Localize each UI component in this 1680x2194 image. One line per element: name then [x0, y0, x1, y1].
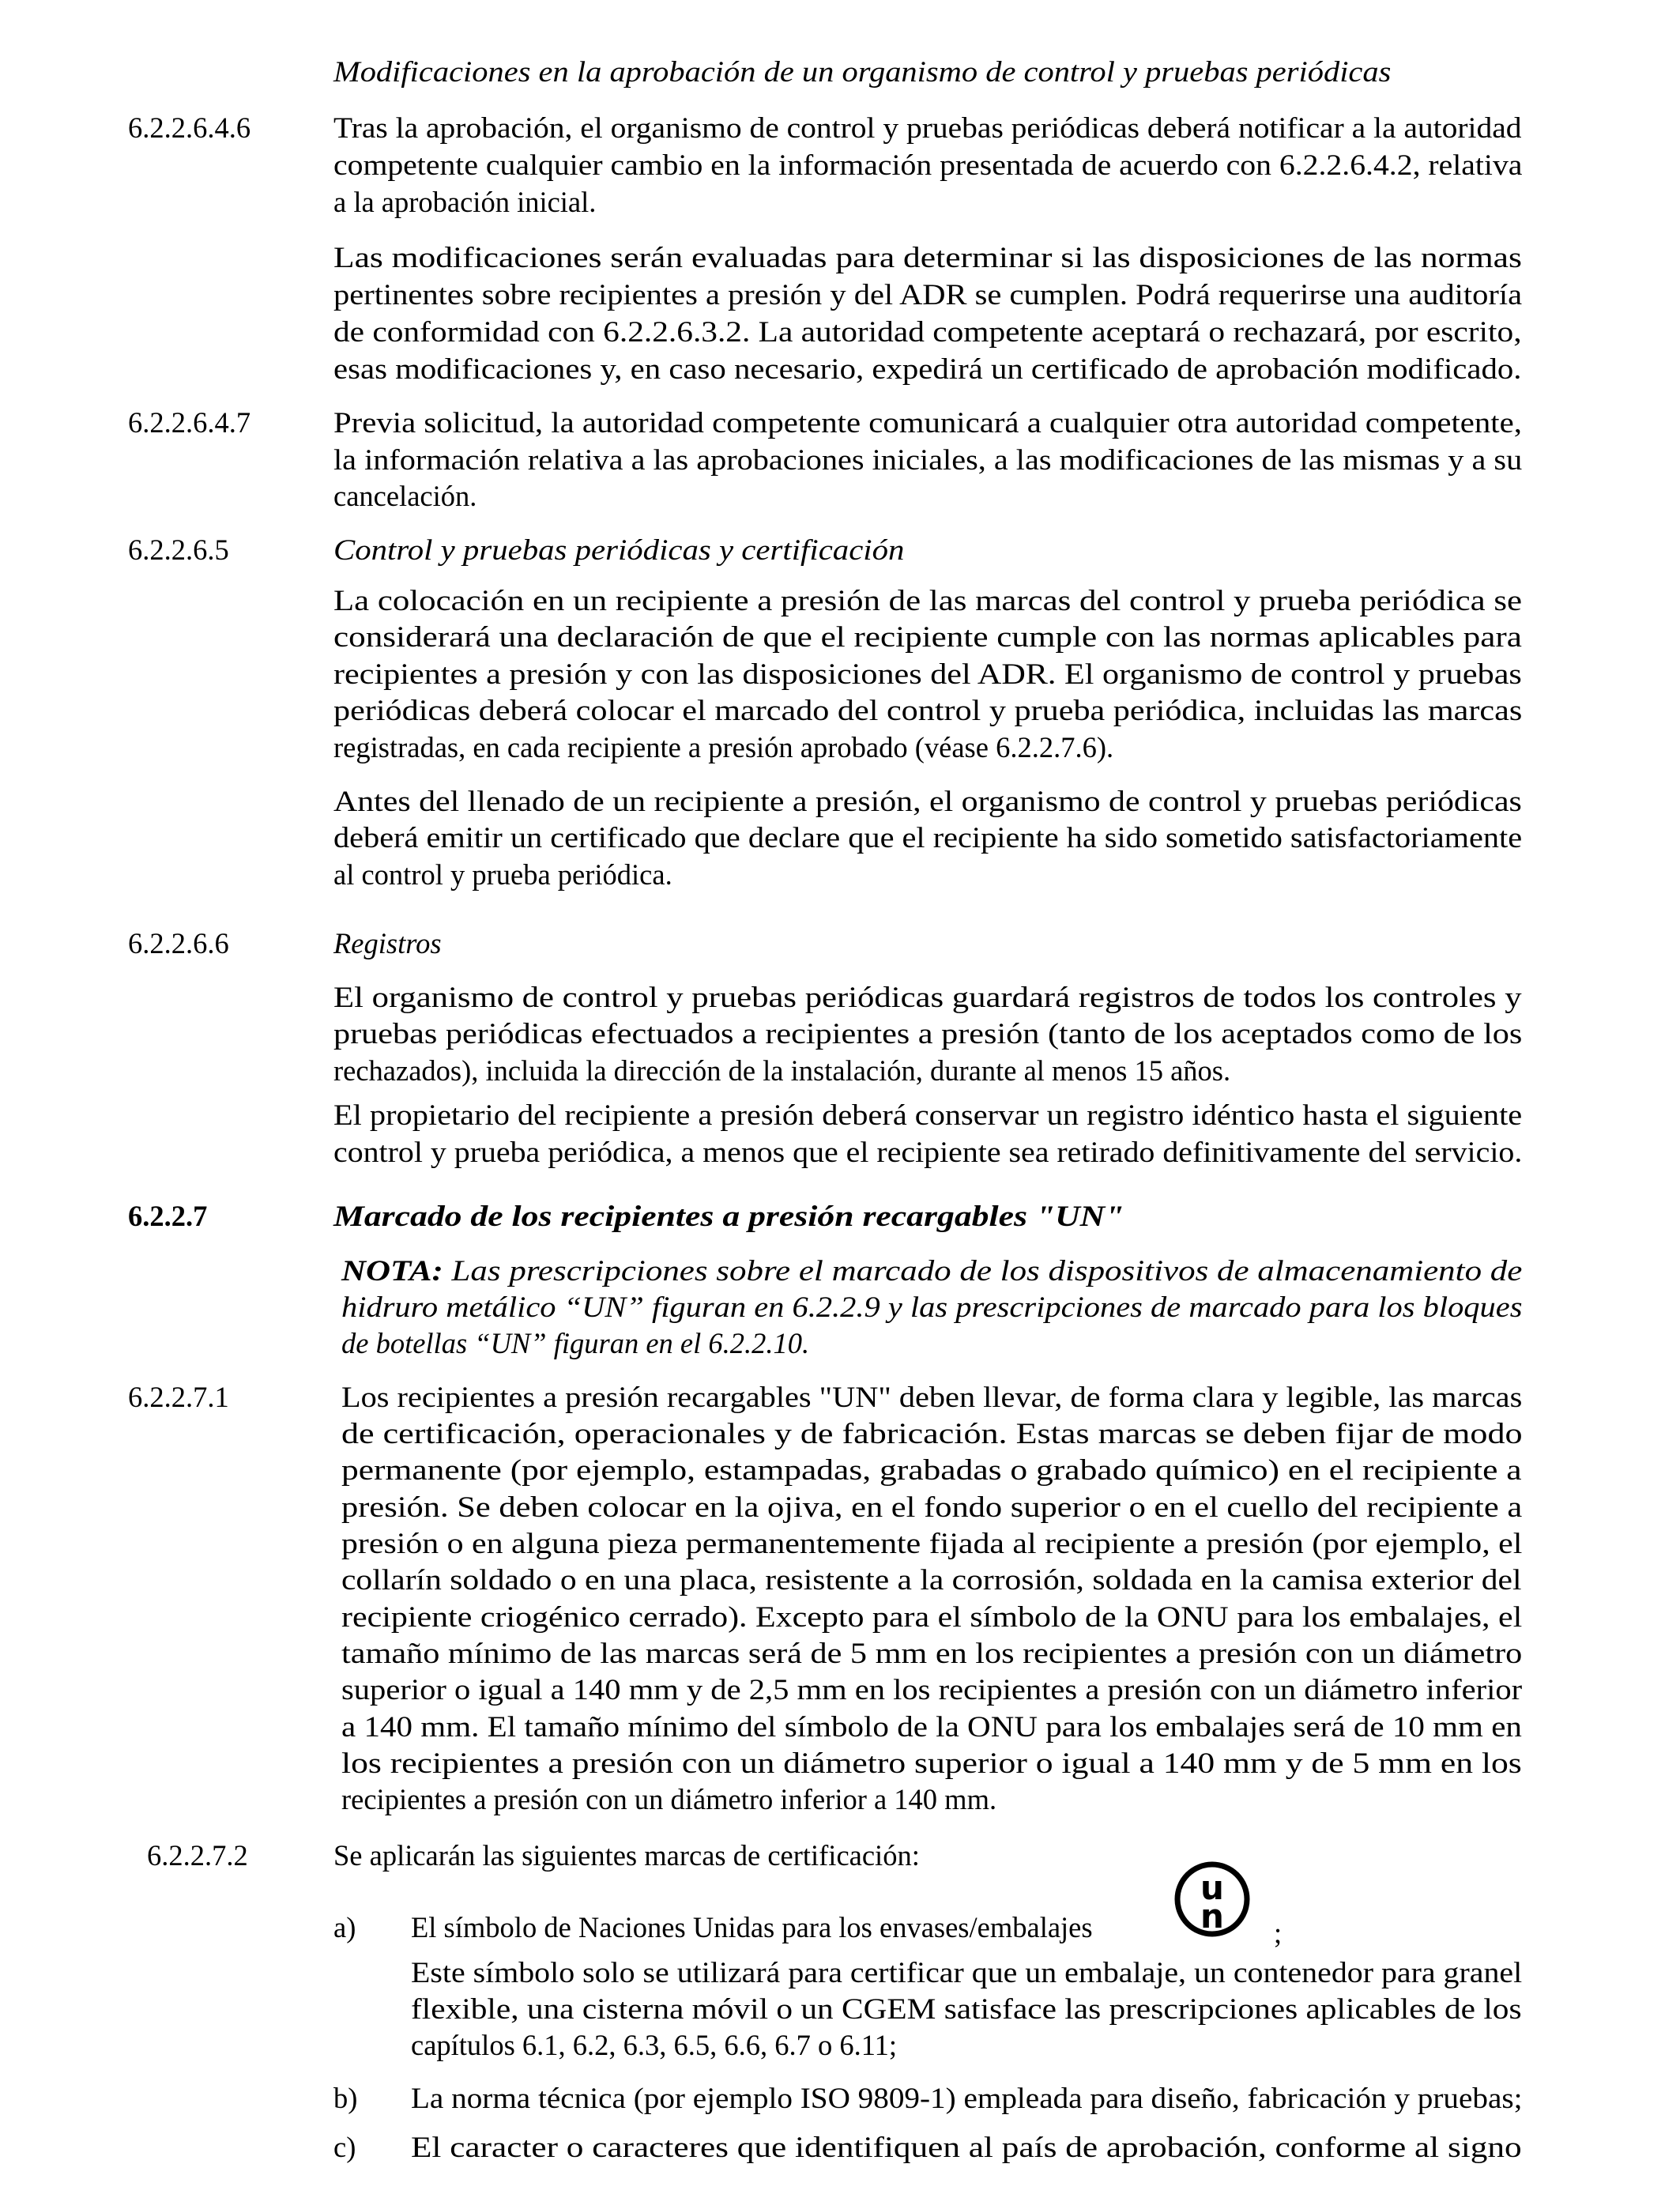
heading-modificaciones: Modificaciones en la aprobación de un organismo de control y pruebas periódicas [333, 55, 1392, 88]
nota-line: de botellas “UN” figuran en el 6.2.2.10. [341, 1327, 810, 1359]
paragraph-line: los recipientes a presión con un diámetro superior o igual a 140 mm y de 5 mm en los [341, 1747, 1522, 1779]
paragraph-line: El propietario del recipiente a presión deberá conservar un registro idéntico hasta el siguiente [333, 1099, 1523, 1131]
list-item-a-subline: flexible, una cisterna móvil o un CGEM satisface las prescripciones aplicables de los [411, 1992, 1522, 2025]
paragraph-line: de conformidad con 6.2.2.6.3.2. La autoridad competente aceptará o rechazará, por escrito, [333, 315, 1522, 348]
paragraph-line: Previa solicitud, la autoridad competente comunicará a cualquier otra autoridad competente, [333, 406, 1522, 439]
paragraph-line: al control y prueba periódica. [333, 858, 672, 891]
paragraph-line: pertinentes sobre recipientes a presión y del ADR se cumplen. Podrá requerirse una auditoría [333, 278, 1523, 311]
paragraph-line: pruebas periódicas efectuados a recipientes a presión (tanto de los aceptados como de los [333, 1017, 1523, 1050]
paragraph-line: recipientes a presión y con las disposiciones del ADR. El organismo de control y pruebas [333, 658, 1522, 690]
section-number-6-2-2-6-5: 6.2.2.6.5 [128, 533, 229, 566]
section-title-marcado: Marcado de los recipientes a presión recargables "UN" [333, 1200, 1124, 1232]
un-packaging-symbol-icon [1173, 1860, 1252, 1939]
nota-label: NOTA: [341, 1254, 443, 1287]
paragraph-line: Tras la aprobación, el organismo de control y pruebas periódicas deberá notificar a la autoridad [333, 111, 1522, 144]
paragraph-line: Los recipientes a presión recargables "UN" deben llevar, de forma clara y legible, las marcas [341, 1381, 1523, 1413]
paragraph-line: control y prueba periódica, a menos que el recipiente sea retirado definitivamente del servicio. [333, 1136, 1523, 1168]
section-number-6-2-2-7-1: 6.2.2.7.1 [128, 1381, 229, 1413]
paragraph-line: a 140 mm. El tamaño mínimo del símbolo de la ONU para los embalajes será de 10 mm en [341, 1710, 1522, 1743]
paragraph-line: Antes del llenado de un recipiente a presión, el organismo de control y pruebas periódicas [333, 785, 1522, 817]
section-number-6-2-2-6-6: 6.2.2.6.6 [128, 927, 229, 959]
paragraph-line: cancelación. [333, 480, 477, 512]
list-label-a: a) [333, 1911, 356, 1943]
list-item-a-text: El símbolo de Naciones Unidas para los envases/embalajes [411, 1911, 1093, 1943]
list-item-b-text: La norma técnica (por ejemplo ISO 9809-1) empleada para diseño, fabricación y pruebas; [411, 2082, 1523, 2114]
un-symbol-n: n [1200, 1897, 1224, 1936]
section-title-control-pruebas: Control y pruebas periódicas y certificación [333, 533, 905, 566]
paragraph-line: permanente (por ejemplo, estampadas, grabadas o grabado químico) en el recipiente a [341, 1453, 1522, 1486]
section-number-6-2-2-7: 6.2.2.7 [128, 1200, 208, 1232]
paragraph-line: de certificación, operacionales y de fabricación. Estas marcas se deben fijar de modo [341, 1417, 1523, 1449]
paragraph-line: rechazados), incluida la dirección de la instalación, durante al menos 15 años. [333, 1054, 1231, 1087]
paragraph-line: Se aplicarán las siguientes marcas de certificación: [333, 1839, 920, 1872]
paragraph-line: competente cualquier cambio en la información presentada de acuerdo con 6.2.2.6.4.2, relativa [333, 149, 1523, 181]
paragraph-line: presión o en alguna pieza permanentemente fijada al recipiente a presión (por ejemplo, el [341, 1527, 1523, 1559]
paragraph-line: superior o igual a 140 mm y de 2,5 mm en los recipientes a presión con un diámetro inferior [341, 1673, 1523, 1706]
paragraph-line: presión. Se deben colocar en la ojiva, en el fondo superior o en el cuello del recipiente a [341, 1491, 1523, 1523]
nota-line-1 [341, 1253, 1522, 1289]
list-label-c: c) [333, 2131, 356, 2163]
paragraph-line: collarín soldado o en una placa, resistente a la corrosión, soldada en la camisa exterior del [341, 1563, 1522, 1596]
paragraph-line: El organismo de control y pruebas periódicas guardará registros de todos los controles y [333, 981, 1522, 1013]
paragraph-line: esas modificaciones y, en caso necesario, expedirá un certificado de aprobación modificado. [333, 352, 1522, 385]
paragraph-line: la información relativa a las aprobaciones iniciales, a las modificaciones de las mismas y a su [333, 443, 1523, 476]
paragraph-line: recipientes a presión con un diámetro inferior a 140 mm. [341, 1783, 997, 1815]
paragraph-line: deberá emitir un certificado que declare que el recipiente ha sido sometido satisfactoriamente [333, 821, 1523, 854]
paragraph-line: Las modificaciones serán evaluadas para determinar si las disposiciones de las normas [333, 241, 1522, 273]
nota-line: hidruro metálico “UN” figuran en 6.2.2.9 y las prescripciones de marcado para los bloques [341, 1291, 1523, 1323]
list-item-a-semicolon: ; [1274, 1917, 1283, 1949]
section-title-registros: Registros [333, 927, 442, 959]
list-item-a-subline: capítulos 6.1, 6.2, 6.3, 6.5, 6.6, 6.7 o 6.11; [411, 2029, 898, 2061]
paragraph-line: registradas, en cada recipiente a presión aprobado (véase 6.2.2.7.6). [333, 731, 1114, 763]
paragraph-line: considerará una declaración de que el recipiente cumple con las normas aplicables para [333, 620, 1522, 653]
paragraph-line: tamaño mínimo de las marcas será de 5 mm en los recipientes a presión con un diámetro [341, 1637, 1523, 1669]
paragraph-line: a la aprobación inicial. [333, 186, 597, 218]
paragraph-line: La colocación en un recipiente a presión de las marcas del control y prueba periódica se [333, 584, 1523, 616]
un-symbol-u: u [1200, 1868, 1224, 1907]
section-number-6-2-2-6-4-7: 6.2.2.6.4.7 [128, 406, 251, 439]
paragraph-line: periódicas deberá colocar el marcado del control y prueba periódica, incluidas las marcas [333, 694, 1523, 726]
section-number-6-2-2-7-2: 6.2.2.7.2 [147, 1839, 248, 1872]
list-label-b: b) [333, 2082, 358, 2114]
nota-text: Las prescripciones sobre el marcado de los dispositivos de almacenamiento de [443, 1254, 1523, 1287]
list-item-a-subline: Este símbolo solo se utilizará para certificar que un embalaje, un contenedor para granel [411, 1956, 1523, 1989]
paragraph-line: recipiente criogénico cerrado). Excepto para el símbolo de la ONU para los embalajes, el [341, 1600, 1523, 1633]
section-number-6-2-2-6-4-6: 6.2.2.6.4.6 [128, 111, 251, 144]
list-item-c-text: El caracter o caracteres que identifiquen al país de aprobación, conforme al signo [411, 2131, 1522, 2163]
